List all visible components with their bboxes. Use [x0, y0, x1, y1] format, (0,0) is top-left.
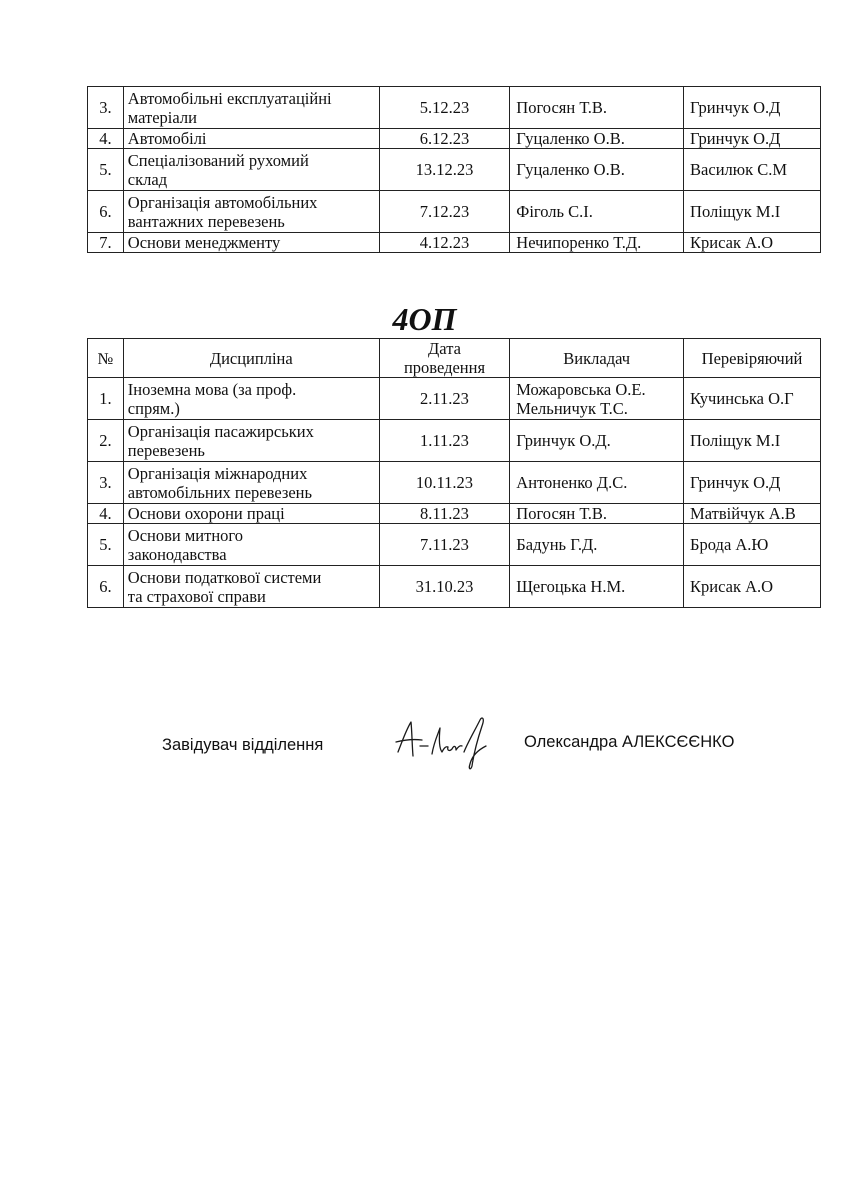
discipline-cell: Організація пасажирських перевезень: [123, 420, 379, 462]
checker-cell: Матвійчук А.В: [684, 504, 821, 524]
handwritten-signature: [392, 712, 492, 774]
table-row: [88, 524, 821, 566]
date-cell: 1.11.23: [379, 420, 510, 462]
table-row: [88, 378, 821, 420]
lecturer-cell: Гуцаленко О.В.: [510, 149, 684, 191]
checker-cell: Гринчук О.Д: [684, 462, 821, 504]
lecturer-cell: Антоненко Д.С.: [510, 462, 684, 504]
table-row: [88, 462, 821, 504]
row-number: 3.: [88, 462, 124, 504]
date-cell: 10.11.23: [379, 462, 510, 504]
signatory-name: Олександра АЛЕКСЄЄНКО: [524, 733, 735, 751]
date-cell: 2.11.23: [379, 378, 510, 420]
header-checker: Перевіряючий: [684, 339, 821, 378]
date-cell: 13.12.23: [379, 149, 510, 191]
lecturer-cell: Гуцаленко О.В.: [510, 129, 684, 149]
row-number: 4.: [88, 504, 124, 524]
schedule-table-4op: [87, 338, 821, 608]
table-row: [88, 566, 821, 608]
date-cell: 8.11.23: [379, 504, 510, 524]
table-row: [88, 129, 821, 149]
row-number: 5.: [88, 149, 124, 191]
lecturer-cell: Можаровська О.Е. Мельничук Т.С.: [510, 378, 684, 420]
row-number: 3.: [88, 87, 124, 129]
date-cell: 7.11.23: [379, 524, 510, 566]
discipline-cell: Основи митного законодавства: [123, 524, 379, 566]
checker-cell: Крисак А.О: [684, 566, 821, 608]
table-row: [88, 191, 821, 233]
lecturer-cell: Нечипоренко Т.Д.: [510, 233, 684, 253]
table-row: [88, 504, 821, 524]
table-row: [88, 233, 821, 253]
discipline-cell: Автомобілі: [123, 129, 379, 149]
checker-cell: Поліщук М.І: [684, 191, 821, 233]
header-number: №: [88, 339, 124, 378]
table-row: [88, 87, 821, 129]
row-number: 4.: [88, 129, 124, 149]
row-number: 2.: [88, 420, 124, 462]
signatory-position: Завідувач відділення: [162, 736, 324, 754]
row-number: 5.: [88, 524, 124, 566]
discipline-cell: Основи менеджменту: [123, 233, 379, 253]
schedule-table-continued: [87, 86, 821, 253]
table-row: [88, 149, 821, 191]
date-cell: 6.12.23: [379, 129, 510, 149]
header-date: Дата проведення: [379, 339, 510, 378]
row-number: 1.: [88, 378, 124, 420]
lecturer-cell: Гринчук О.Д.: [510, 420, 684, 462]
header-lecturer: Викладач: [510, 339, 684, 378]
discipline-cell: Організація автомобільних вантажних перевезень: [123, 191, 379, 233]
lecturer-cell: Бадунь Г.Д.: [510, 524, 684, 566]
lecturer-cell: Фіголь С.І.: [510, 191, 684, 233]
discipline-cell: Основи охорони праці: [123, 504, 379, 524]
checker-cell: Кучинська О.Г: [684, 378, 821, 420]
row-number: 7.: [88, 233, 124, 253]
discipline-cell: Основи податкової системи та страхової справи: [123, 566, 379, 608]
discipline-cell: Спеціалізований рухомий склад: [123, 149, 379, 191]
header-discipline: Дисципліна: [123, 339, 379, 378]
discipline-cell: Організація міжнародних автомобільних перевезень: [123, 462, 379, 504]
lecturer-cell: Погосян Т.В.: [510, 87, 684, 129]
lecturer-cell: Щегоцька Н.М.: [510, 566, 684, 608]
row-number: 6.: [88, 191, 124, 233]
group-title: 4ОП: [392, 301, 457, 337]
date-cell: 31.10.23: [379, 566, 510, 608]
date-cell: 7.12.23: [379, 191, 510, 233]
row-number: 6.: [88, 566, 124, 608]
discipline-cell: Іноземна мова (за проф. спрям.): [123, 378, 379, 420]
checker-cell: Гринчук О.Д: [684, 87, 821, 129]
checker-cell: Гринчук О.Д: [684, 129, 821, 149]
discipline-cell: Автомобільні експлуатаційні матеріали: [123, 87, 379, 129]
table-header-row: [88, 339, 821, 378]
checker-cell: Поліщук М.І: [684, 420, 821, 462]
checker-cell: Крисак А.О: [684, 233, 821, 253]
date-cell: 5.12.23: [379, 87, 510, 129]
lecturer-cell: Погосян Т.В.: [510, 504, 684, 524]
date-cell: 4.12.23: [379, 233, 510, 253]
table-row: [88, 420, 821, 462]
checker-cell: Василюк С.М: [684, 149, 821, 191]
checker-cell: Брода А.Ю: [684, 524, 821, 566]
